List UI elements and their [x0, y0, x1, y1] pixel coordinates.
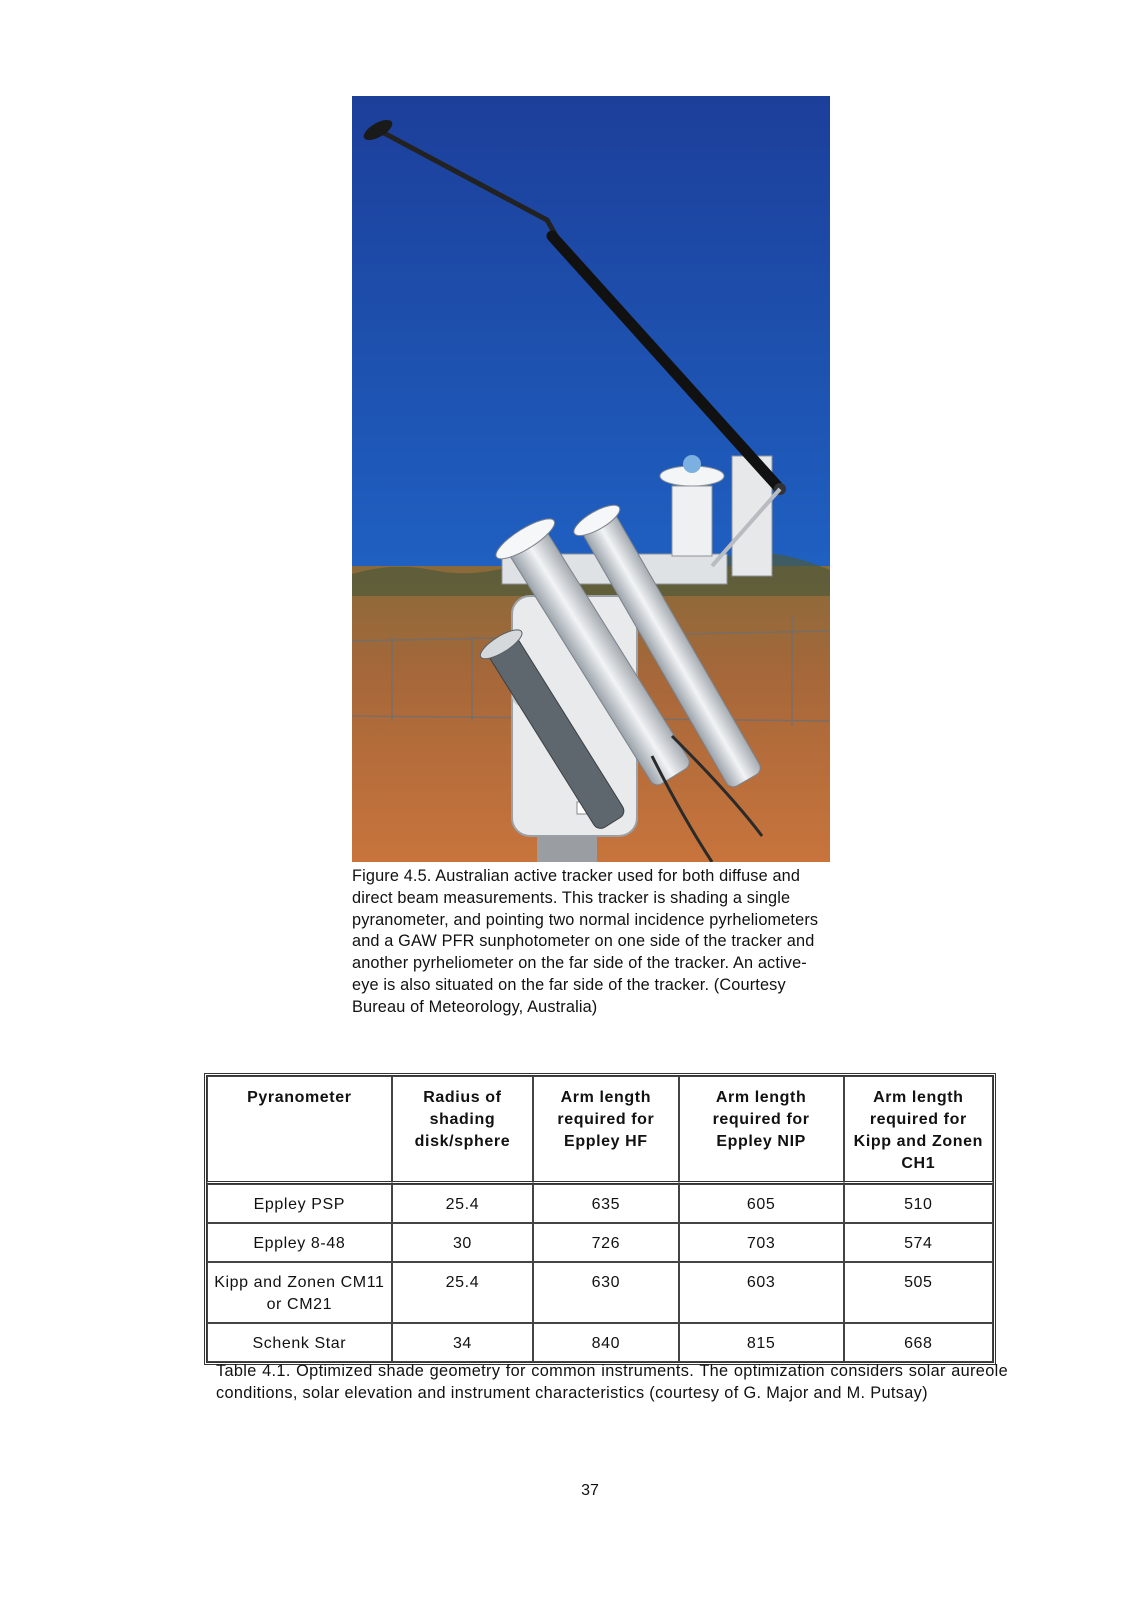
table-cell: 815	[679, 1323, 844, 1362]
table-cell: 505	[844, 1262, 993, 1323]
table-cell: 25.4	[392, 1262, 533, 1323]
table-cell: Schenk Star	[207, 1323, 392, 1362]
column-header-radius: Radius of shading disk/sphere	[392, 1076, 533, 1184]
column-header-eppley-hf: Arm length required for Eppley HF	[533, 1076, 678, 1184]
table-cell: 668	[844, 1323, 993, 1362]
table-row	[207, 1223, 993, 1262]
table-cell: 605	[679, 1184, 844, 1223]
table-row	[207, 1184, 993, 1223]
table-cell: 703	[679, 1223, 844, 1262]
column-header-pyranometer: Pyranometer	[207, 1076, 392, 1184]
tracker-photo	[352, 96, 830, 862]
table-cell: Eppley 8-48	[207, 1223, 392, 1262]
table-cell: 603	[679, 1262, 844, 1323]
shade-geometry-table	[204, 1073, 996, 1365]
table-cell: 635	[533, 1184, 678, 1223]
table-cell: Eppley PSP	[207, 1184, 392, 1223]
table-cell: 574	[844, 1223, 993, 1262]
table-row	[207, 1262, 993, 1323]
table-cell: 30	[392, 1223, 533, 1262]
table-cell: 34	[392, 1323, 533, 1362]
table-row	[207, 1323, 993, 1362]
shade-geometry-table-wrapper	[204, 1073, 996, 1365]
column-header-kipp-ch1: Arm length required for Kipp and Zonen CH1	[844, 1076, 993, 1184]
table-cell: 630	[533, 1262, 678, 1323]
table-cell: 726	[533, 1223, 678, 1262]
table-cell: 840	[533, 1323, 678, 1362]
figure-caption: Figure 4.5. Australian active tracker used for both diffuse and direct beam measurements. This tracker is shading a single pyranometer, and pointing two normal incidence pyrheliometers and a GAW PFR sunphotometer on one side of the tracker and another pyrheliometer on the far side of the tracker. An active-eye is also situated on the far side of the tracker. (Courtesy Bureau of Meteorology, Australia)	[352, 867, 819, 1016]
page-number: 37	[581, 1482, 599, 1499]
table-header-row	[207, 1076, 993, 1184]
table-caption: Table 4.1. Optimized shade geometry for common instruments. The optimization considers solar aureole conditions, solar elevation and instrument characteristics (courtesy of G. Major and M. Putsay)	[216, 1362, 1008, 1402]
table-cell: Kipp and Zonen CM11 or CM21	[207, 1262, 392, 1323]
table-cell: 510	[844, 1184, 993, 1223]
column-header-eppley-nip: Arm length required for Eppley NIP	[679, 1076, 844, 1184]
table-cell: 25.4	[392, 1184, 533, 1223]
